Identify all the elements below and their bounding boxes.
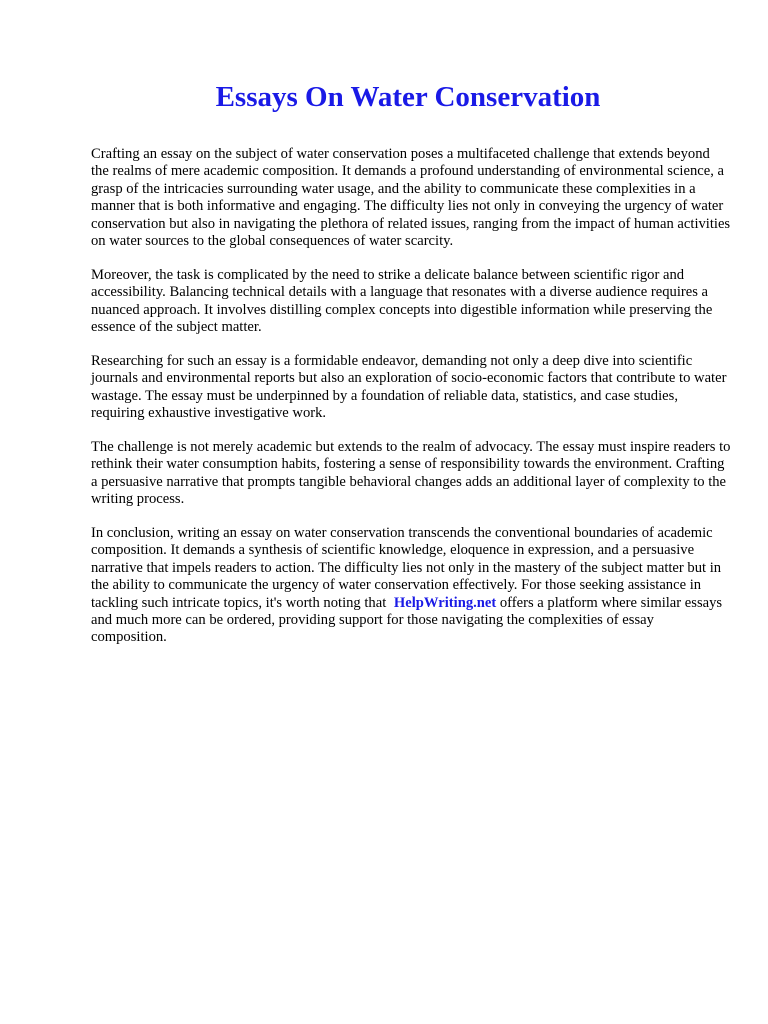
helpwriting-link[interactable]: HelpWriting.net (393, 594, 497, 611)
document-body (91, 146, 731, 647)
document-title: Essays On Water Conservation (215, 81, 601, 113)
paragraph-1: Crafting an essay on the subject of water conservation poses a multifaceted challenge that extends beyond the realms of mere academic composition. It demands a profound understanding of environmental science, a grasp of the intricacies surrounding water usage, and the ability to communicate these complexities in a manner that is both informative and engaging. The difficulty lies not only in conveying the urgency of water conservation but also in navigating the plethora of related issues, ranging from the impact of human activities on water sources to the global consequences of water scarcity. (91, 146, 731, 250)
paragraph-conclusion (91, 525, 731, 647)
conclusion-text-before-link: In conclusion, writing an essay on water conservation transcends the conventional boundaries of academic composition. It demands a synthesis of scientific knowledge, eloquence in expression, and a persuasive narrative that impels readers to action. The difficulty lies not only in the mastery of the subject matter but in the ability to communicate the urgency of water conservation effectively. For those seeking assistance in tackling such intricate topics, it's worth noting that (91, 524, 722, 611)
paragraph-2: Moreover, the task is complicated by the need to strike a delicate balance between scientific rigor and accessibility. Balancing technical details with a language that resonates with a diverse audience requires a nuanced approach. It involves distilling complex concepts into digestible information while preserving the essence of the subject matter. (91, 266, 713, 336)
conclusion-text-after-link: offers a platform where similar essays and much more can be ordered, providing support for those navigating the complexities of essay composition. (91, 594, 723, 646)
paragraph-3: Researching for such an essay is a formidable endeavor, demanding not only a deep dive into scientific journals and environmental reports but also an exploration of socio-economic factors that contribute to water wastage. The essay must be underpinned by a foundation of reliable data, statistics, and case studies, requiring exhaustive investigative work. (91, 352, 727, 422)
paragraph-4: The challenge is not merely academic but extends to the realm of advocacy. The essay must inspire readers to rethink their water consumption habits, fostering a sense of responsibility towards the environment. Crafting a persuasive narrative that prompts tangible behavioral changes adds an additional layer of complexity to the writing process. (91, 438, 731, 508)
